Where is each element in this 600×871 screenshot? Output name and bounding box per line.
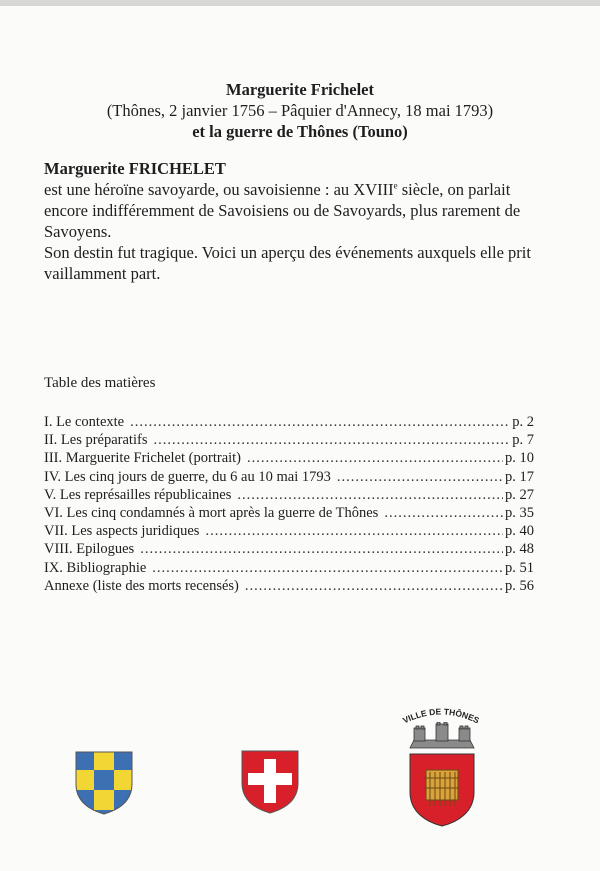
toc-entry-page: p. 10 xyxy=(505,450,534,467)
toc-leader-dots xyxy=(337,468,503,486)
table-of-contents xyxy=(44,413,534,595)
toc-entry-label: IX. Bibliographie xyxy=(44,559,147,576)
toc-entry xyxy=(44,431,534,449)
toc-entry-page: p. 40 xyxy=(505,523,534,540)
page-top-edge xyxy=(0,0,600,6)
toc-entry xyxy=(44,413,534,431)
toc-leader-dots xyxy=(130,413,510,431)
intro-p1-after: siècle, on parlait encore indifféremment de Savoisiens ou de Savoyards, plus rarement de Savoyens. xyxy=(44,180,521,241)
toc-entry-label: IV. Les cinq jours de guerre, du 6 au 10 mai 1793 xyxy=(44,468,331,485)
intro-paragraph-2: Son destin fut tragique. Voici un aperçu des événements auxquels elle prit vaillamment part. xyxy=(44,243,531,283)
toc-entry xyxy=(44,504,534,522)
toc-leader-dots xyxy=(205,522,503,540)
toc-entry xyxy=(44,468,534,486)
intro-p1-before: est une héroïne savoyarde, ou savoisienne : au XVIII xyxy=(44,180,394,199)
ville-label-text: VILLE DE THÔNES xyxy=(401,706,481,726)
intro-section xyxy=(44,158,544,284)
savoy-cross-shield-icon xyxy=(240,749,300,815)
title-dates: (Thônes, 2 janvier 1756 – Pâquier d'Annecy, 18 mai 1793) xyxy=(106,101,494,120)
toc-entry-label: II. Les préparatifs xyxy=(44,432,148,449)
toc-entry-label: V. Les représailles républicaines xyxy=(44,486,232,503)
intro-p1-sup: e xyxy=(393,180,398,191)
toc-entry-label: Annexe (liste des morts recensés) xyxy=(44,577,239,594)
toc-entry-page: p. 51 xyxy=(505,559,534,576)
intro-heading: Marguerite FRICHELET xyxy=(44,159,226,178)
toc-leader-dots xyxy=(245,577,503,595)
toc-entry-page: p. 35 xyxy=(505,505,534,522)
document-title xyxy=(0,79,600,142)
toc-entry-page: p. 7 xyxy=(512,432,534,449)
toc-leader-dots xyxy=(140,540,503,558)
toc-entry xyxy=(44,522,534,540)
toc-entry-label: VII. Les aspects juridiques xyxy=(44,523,200,540)
title-name: Marguerite Frichelet xyxy=(226,80,374,99)
toc-entry-page: p. 56 xyxy=(505,577,534,594)
toc-leader-dots xyxy=(237,486,503,504)
toc-leader-dots xyxy=(153,431,510,449)
toc-entry-page: p. 27 xyxy=(505,486,534,503)
toc-leader-dots xyxy=(152,559,503,577)
toc-entry xyxy=(44,486,534,504)
toc-entry xyxy=(44,559,534,577)
toc-title: Table des matières xyxy=(44,375,156,391)
toc-entry-page: p. 2 xyxy=(512,414,534,430)
toc-entry xyxy=(44,577,534,595)
toc-entry-label: VIII. Epilogues xyxy=(44,541,135,558)
title-subtitle: et la guerre de Thônes (Touno) xyxy=(192,122,408,141)
toc-entry xyxy=(44,449,534,467)
toc-entry-label: VI. Les cinq condamnés à mort après la guerre de Thônes xyxy=(44,505,379,522)
toc-entry xyxy=(44,540,534,558)
toc-leader-dots xyxy=(247,449,503,467)
thones-town-crest-icon xyxy=(404,722,480,828)
toc-leader-dots xyxy=(384,504,503,522)
intro-paragraph-1 xyxy=(44,179,544,242)
checkered-shield-icon xyxy=(74,750,134,816)
toc-entry-label: I. Le contexte xyxy=(44,414,125,430)
toc-entry-page: p. 48 xyxy=(505,541,534,558)
toc-entry-page: p. 17 xyxy=(505,468,534,485)
toc-entry-label: III. Marguerite Frichelet (portrait) xyxy=(44,450,242,467)
